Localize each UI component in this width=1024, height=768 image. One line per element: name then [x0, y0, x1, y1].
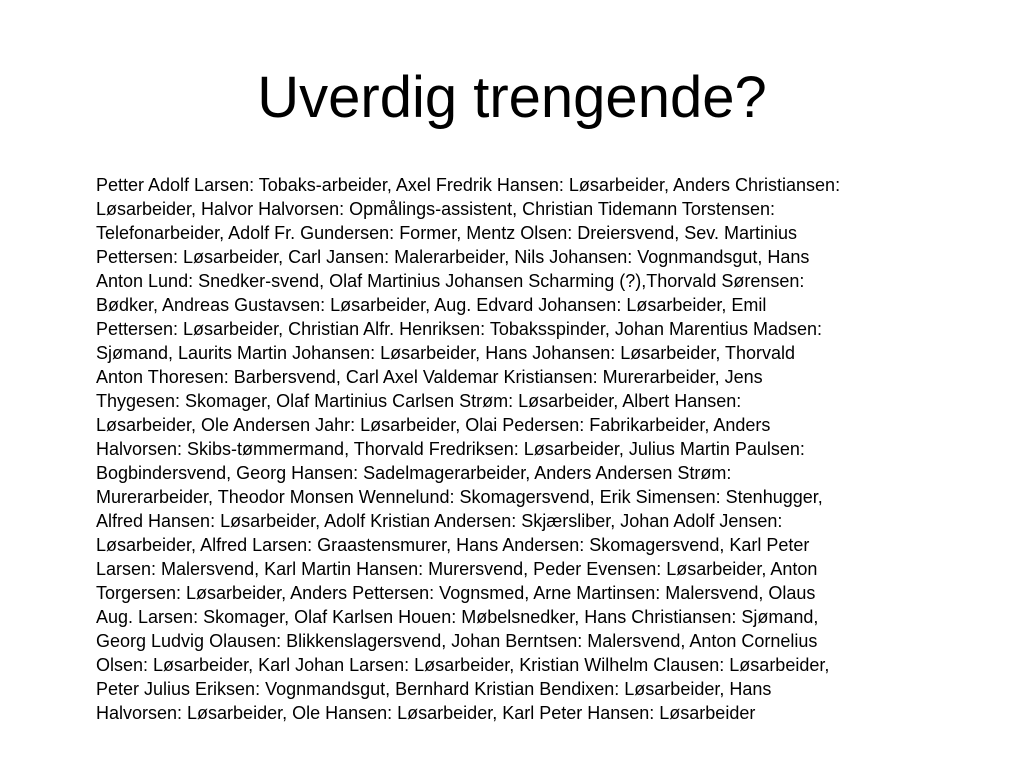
body-line: Georg Ludvig Olausen: Blikkenslagersvend, Johan Berntsen: Malersvend, Anton Cornelius: [96, 631, 818, 651]
body-line: Sjømand, Laurits Martin Johansen: Løsarbeider, Hans Johansen: Løsarbeider, Thorvald: [96, 343, 796, 363]
body-line: Olsen: Løsarbeider, Karl Johan Larsen: Løsarbeider, Kristian Wilhelm Clausen: Løsarbeider,: [96, 655, 830, 675]
slide-title: Uverdig trengende?: [257, 65, 767, 130]
body-line: Halvorsen: Skibs-tømmermand, Thorvald Fredriksen: Løsarbeider, Julius Martin Paulsen:: [96, 439, 805, 459]
body-line: Bogbindersvend, Georg Hansen: Sadelmagerarbeider, Anders Andersen Strøm:: [96, 463, 732, 483]
body-line: Thygesen: Skomager, Olaf Martinius Carlsen Strøm: Løsarbeider, Albert Hansen:: [96, 391, 742, 411]
body-line: Halvorsen: Løsarbeider, Ole Hansen: Løsarbeider, Karl Peter Hansen: Løsarbeider: [96, 703, 756, 723]
body-line: Bødker, Andreas Gustavsen: Løsarbeider, Aug. Edvard Johansen: Løsarbeider, Emil: [96, 295, 767, 315]
body-line: Larsen: Malersvend, Karl Martin Hansen: Murersvend, Peder Evensen: Løsarbeider, Anton: [96, 559, 818, 579]
body-line: Løsarbeider, Ole Andersen Jahr: Løsarbeider, Olai Pedersen: Fabrikarbeider, Anders: [96, 415, 771, 435]
body-line: Petter Adolf Larsen: Tobaks-arbeider, Axel Fredrik Hansen: Løsarbeider, Anders Christiansen:: [96, 175, 841, 195]
body-line: Løsarbeider, Halvor Halvorsen: Opmålings-assistent, Christian Tidemann Torstensen:: [96, 199, 775, 219]
body-line: Pettersen: Løsarbeider, Christian Alfr. Henriksen: Tobaksspinder, Johan Marentius Madsen:: [96, 319, 823, 339]
body-line: Pettersen: Løsarbeider, Carl Jansen: Malerarbeider, Nils Johansen: Vognmandsgut, Hans: [96, 247, 810, 267]
body-line: Alfred Hansen: Løsarbeider, Adolf Kristian Andersen: Skjærsliber, Johan Adolf Jensen:: [96, 511, 783, 531]
body-line: Torgersen: Løsarbeider, Anders Pettersen: Vognsmed, Arne Martinsen: Malersvend, Olaus: [96, 583, 816, 603]
body-line: Løsarbeider, Alfred Larsen: Graastensmurer, Hans Andersen: Skomagersvend, Karl Peter: [96, 535, 810, 555]
body-line: Telefonarbeider, Adolf Fr. Gundersen: Former, Mentz Olsen: Dreiersvend, Sev. Martinius: [96, 223, 797, 243]
body-line: Anton Thoresen: Barbersvend, Carl Axel Valdemar Kristiansen: Murerarbeider, Jens: [96, 367, 763, 387]
body-line: Anton Lund: Snedker-svend, Olaf Martinius Johansen Scharming (?),Thorvald Sørensen:: [96, 271, 805, 291]
body-line: Peter Julius Eriksen: Vognmandsgut, Bernhard Kristian Bendixen: Løsarbeider, Hans: [96, 679, 772, 699]
slide-body: [96, 173, 928, 725]
body-line: Murerarbeider, Theodor Monsen Wennelund: Skomagersvend, Erik Simensen: Stenhugger,: [96, 487, 823, 507]
body-line: Aug. Larsen: Skomager, Olaf Karlsen Houen: Møbelsnedker, Hans Christiansen: Sjømand,: [96, 607, 819, 627]
